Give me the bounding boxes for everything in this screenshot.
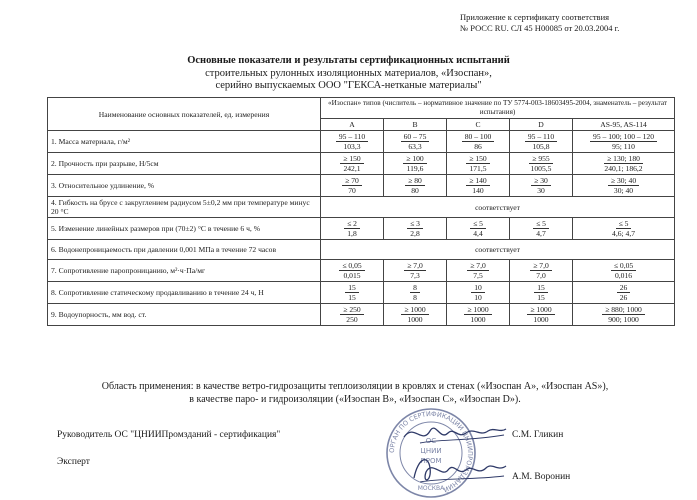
value-cell — [447, 260, 510, 282]
merged-result-cell: соответствует — [321, 240, 675, 260]
scope-line-1: Область применения: в качестве ветро-гидрозащиты теплоизоляции в кровлях и стенах («Изоспан А», «Изоспан AS»), — [101, 381, 609, 392]
normative-value: 15 — [534, 283, 548, 293]
column-header: D — [510, 119, 573, 131]
test-result: 900; 1000 — [608, 315, 639, 324]
appendix-note — [460, 12, 690, 34]
value-cell — [510, 218, 573, 240]
test-result: 1000 — [470, 315, 486, 324]
table-row — [48, 153, 675, 175]
normative-value: 60 – 75 — [401, 132, 430, 142]
test-result: 1000 — [407, 315, 423, 324]
test-result: 30; 40 — [613, 186, 634, 195]
normative-value: ≥ 80 — [405, 176, 425, 186]
normative-value: ≤ 0,05 — [611, 261, 636, 271]
scope-line-2: в качестве паро- и гидроизоляции («Изоспан В», «Изоспан С», «Изоспан D»). — [189, 394, 521, 405]
test-result: 8 — [413, 293, 417, 302]
row-indicator-name: 7. Сопротивление паропроницанию, м²·ч·Па/мг — [48, 260, 321, 282]
normative-value: 10 — [471, 283, 485, 293]
merged-result-cell: соответствует — [321, 197, 675, 218]
normative-value: 15 — [345, 283, 359, 293]
test-result: 0,015 — [343, 271, 361, 280]
value-cell — [573, 131, 675, 153]
row-indicator-name: 6. Водонепроницаемость при давлении 0,001 МПа в течение 72 часов — [48, 240, 321, 260]
normative-value: ≤ 3 — [407, 219, 423, 229]
test-result: 171,5 — [469, 164, 487, 173]
test-result: 240,1; 186,2 — [604, 164, 643, 173]
normative-value: ≥ 7,0 — [530, 261, 552, 271]
normative-value: 95 – 110 — [525, 132, 557, 142]
test-result: 1000 — [533, 315, 549, 324]
normative-value: ≤ 5 — [470, 219, 486, 229]
normative-value: ≥ 880; 1000 — [602, 305, 645, 315]
value-cell — [321, 282, 384, 304]
test-result: 15 — [537, 293, 545, 302]
test-result: 7,0 — [536, 271, 546, 280]
normative-value: ≥ 7,0 — [467, 261, 489, 271]
stamp-center-top: ОС — [425, 437, 437, 445]
table-row — [48, 175, 675, 197]
value-cell — [384, 218, 447, 240]
normative-value: ≥ 150 — [340, 154, 363, 164]
normative-value: ≥ 7,0 — [404, 261, 426, 271]
normative-value: 95 – 110 — [336, 132, 368, 142]
test-result: 140 — [472, 186, 484, 195]
expert-signature — [408, 448, 510, 488]
table-row — [48, 304, 675, 326]
value-cell — [321, 153, 384, 175]
normative-value: ≤ 2 — [344, 219, 360, 229]
test-result: 80 — [411, 186, 419, 195]
value-cell — [321, 131, 384, 153]
row-indicator-name: 4. Гибкость на брусе с закруглением радиусом 5±0,2 мм при температуре минус 20 °С — [48, 197, 321, 218]
head-signature — [400, 415, 510, 450]
head-name: С.М. Гликин — [512, 430, 564, 440]
row-indicator-name: 5. Изменение линейных размеров при (70±2) °С в течение 6 ч, % — [48, 218, 321, 240]
test-result: 86 — [474, 142, 482, 151]
normative-value: 26 — [617, 283, 631, 293]
value-cell — [447, 153, 510, 175]
normative-value: ≥ 130; 180 — [604, 154, 643, 164]
table-row — [48, 240, 675, 260]
normative-value: 95 – 100; 100 – 120 — [590, 132, 657, 142]
stamp-outer-text: ОРГАН ПО СЕРТИФИКАЦИИ ЦНИИПРОМЗДАНИЙ — [387, 409, 475, 494]
normative-value: ≥ 150 — [466, 154, 489, 164]
test-result: 1005,5 — [530, 164, 552, 173]
test-result: 7,3 — [410, 271, 420, 280]
normative-value: ≥ 1000 — [401, 305, 428, 315]
test-result: 63,3 — [408, 142, 422, 151]
row-indicator-name: 1. Масса материала, г/м² — [48, 131, 321, 153]
test-result: 242,1 — [343, 164, 361, 173]
head-title: Руководитель ОС "ЦНИИПромзданий - сертификация" — [57, 430, 281, 440]
test-result: 103,3 — [343, 142, 361, 151]
table-header-row — [48, 98, 675, 119]
stamp-center-mid: ЦНИИ — [420, 447, 442, 455]
expert-title: Эксперт — [57, 457, 90, 467]
test-result: 10 — [474, 293, 482, 302]
value-cell — [384, 153, 447, 175]
value-cell — [384, 131, 447, 153]
normative-value: ≥ 955 — [529, 154, 552, 164]
appendix-line-1: Приложение к сертификату соответствия — [460, 12, 610, 22]
normative-value: ≥ 1000 — [527, 305, 554, 315]
normative-value: ≥ 70 — [342, 176, 362, 186]
stamp-bottom: МОСКВА — [417, 485, 445, 492]
title-line-1: Основные показатели и результаты сертификационных испытаний — [187, 55, 510, 66]
value-cell — [321, 304, 384, 326]
column-header: B — [384, 119, 447, 131]
test-result: 2,8 — [410, 229, 420, 238]
value-cell — [447, 131, 510, 153]
value-cell — [447, 218, 510, 240]
test-result: 0,016 — [614, 271, 633, 280]
normative-value: ≤ 0,05 — [339, 261, 364, 271]
row-indicator-name: 8. Сопротивление статическому продавливанию в течение 24 ч, Н — [48, 282, 321, 304]
test-result: 4,4 — [473, 229, 483, 238]
value-cell — [510, 282, 573, 304]
value-cell — [321, 218, 384, 240]
test-result: 4,6; 4,7 — [612, 229, 636, 238]
test-result: 95; 110 — [612, 142, 635, 151]
test-result: 15 — [348, 293, 356, 302]
normative-value: ≥ 250 — [340, 305, 363, 315]
test-result: 119,6 — [406, 164, 424, 173]
row-indicator-name: 9. Водоупорность, мм вод. ст. — [48, 304, 321, 326]
value-cell — [447, 282, 510, 304]
row-indicator-name: 2. Прочность при разрыве, Н/5см — [48, 153, 321, 175]
normative-value: ≥ 30; 40 — [608, 176, 639, 186]
test-result: 1,8 — [347, 229, 357, 238]
row-indicator-name: 3. Относительное удлинение, % — [48, 175, 321, 197]
test-result: 4,7 — [536, 229, 546, 238]
normative-value: ≥ 140 — [466, 176, 489, 186]
value-cell — [573, 282, 675, 304]
value-cell — [573, 218, 675, 240]
document-title — [0, 55, 697, 93]
value-cell — [321, 175, 384, 197]
normative-value: ≤ 5 — [533, 219, 549, 229]
value-cell — [573, 304, 675, 326]
value-cell — [384, 304, 447, 326]
value-cell — [510, 131, 573, 153]
results-table — [47, 97, 675, 326]
value-cell — [384, 175, 447, 197]
normative-value: ≥ 30 — [531, 176, 551, 186]
stamp-center-low: ПРОМ — [420, 457, 442, 465]
value-cell — [510, 153, 573, 175]
test-result: 30 — [537, 186, 545, 195]
normative-value: ≤ 5 — [616, 219, 632, 229]
table-row — [48, 282, 675, 304]
normative-value: ≥ 1000 — [464, 305, 491, 315]
expert-name: А.М. Воронин — [512, 472, 571, 482]
table-row — [48, 218, 675, 240]
value-cell — [510, 175, 573, 197]
normative-value: 8 — [410, 283, 420, 293]
normative-value: 80 – 100 — [462, 132, 495, 142]
value-cell — [384, 282, 447, 304]
test-result: 7,5 — [473, 271, 483, 280]
test-result: 70 — [348, 186, 356, 195]
normative-value: ≥ 100 — [403, 154, 426, 164]
value-cell — [447, 175, 510, 197]
value-cell — [573, 153, 675, 175]
column-header: C — [447, 119, 510, 131]
value-cell — [510, 260, 573, 282]
table-row — [48, 131, 675, 153]
value-cell — [573, 260, 675, 282]
test-result: 105,8 — [532, 142, 550, 151]
column-header: A — [321, 119, 384, 131]
value-cell — [384, 260, 447, 282]
value-cell — [321, 260, 384, 282]
column-header: AS-95, AS-114 — [573, 119, 675, 131]
table-row — [48, 260, 675, 282]
header-name-cell: Наименование основных показателей, ед. измерения — [48, 98, 321, 131]
header-group-cell: «Изоспан» типов (числитель – нормативное значение по ТУ 5774-003-18603495-2004, знаменатель – результат испытания) — [321, 98, 675, 119]
application-scope — [40, 380, 670, 406]
title-line-2: строительных рулонных изоляционных материалов, «Изоспан», — [205, 67, 492, 79]
test-result: 250 — [346, 315, 358, 324]
value-cell — [573, 175, 675, 197]
test-result: 26 — [619, 293, 628, 302]
value-cell — [447, 304, 510, 326]
appendix-line-2: № РОСС RU. СЛ 45 Н00085 от 20.03.2004 г. — [460, 23, 620, 33]
table-row — [48, 197, 675, 218]
title-line-3: серийно выпускаемых ООО "ГЕКСА-нетканые материалы" — [215, 80, 482, 91]
value-cell — [510, 304, 573, 326]
